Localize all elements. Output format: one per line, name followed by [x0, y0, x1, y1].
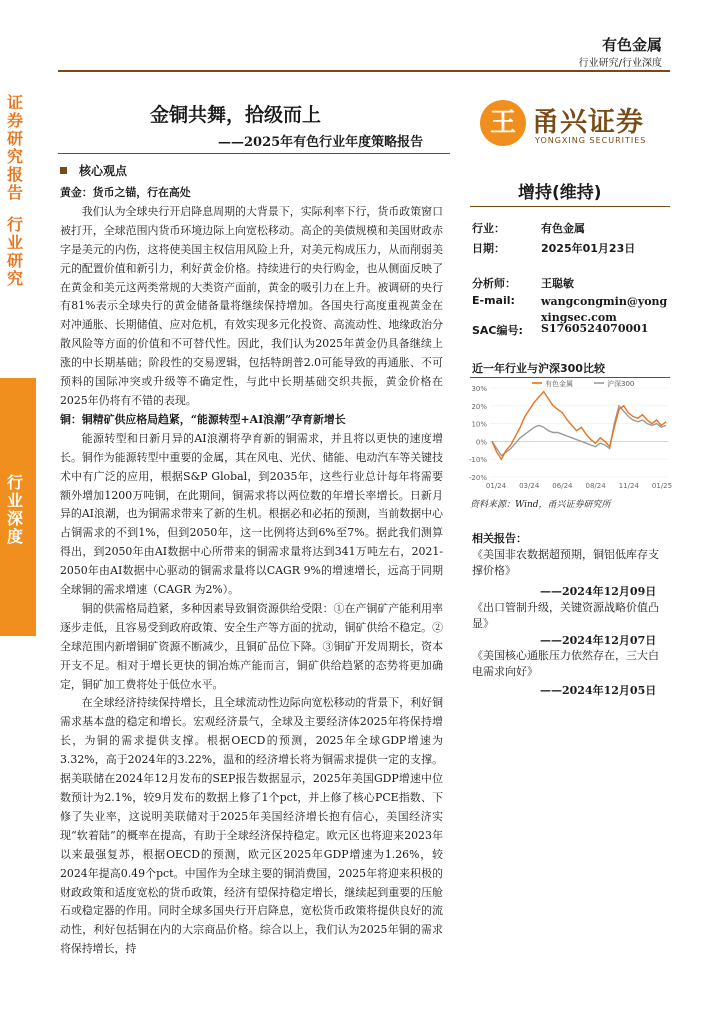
header-sector: 有色金属 — [601, 36, 662, 54]
email-key: E-mail: — [472, 294, 515, 307]
body-subheading: 黄金：货币之锚，行在高处 — [60, 186, 191, 199]
related-date-1: ——2024年12月09日 — [540, 585, 657, 598]
brand-name-en: YONGXING SECURITIES — [535, 136, 647, 145]
body-paragraph: 我们认为全球央行开启降息周期的大背景下，实际利率下行，货币政策窗口被打开，全球范围内货币环境边际上向宽松移动。高企的美债规模和美国财政赤字是美元的内伤，这将使美国主权信用风险上升，对美元构成压力，从而削弱美元的配置价值和新引力，利好黄金价格。持续进行的央行购金，也从侧面反映了在黄金和美元这两类常规的大类资产面前，黄金的吸引力在上升。被调研的央行有81%表示全球央行的黄金储备量将继续保持增加。各国央行高度重视黄金在对冲通胀、长期储值、应对危机，有效实现多元化投资、高流动性、地缘政治分散风险等方面的价值和不可替代性。因此，我们认为2025年黄金仍具备继续上涨的中长期基础；阶段性的交易逻辑，包括特朗普2.0可能导致的再通胀、不可预料的国际冲突或升级等不确定性，与此中长期基础交织共振，黄金价格在2025年仍将有不错的表现。 — [60, 204, 443, 407]
chart-y-tick-label: -10% — [468, 456, 487, 465]
info-value-industry: 有色金属 — [541, 222, 585, 235]
brand-logo-glyph: 王 — [489, 108, 516, 138]
related-heading: 相关报告： — [472, 532, 527, 545]
related-report-1[interactable]: 《美国非农数据超预期，铜铝低库存支撑价格》 — [472, 548, 659, 577]
info-key-industry: 行业： — [472, 222, 505, 235]
sidebar-label-1: 证 券 研 究 报 告 — [6, 93, 23, 202]
chart-legend-label: 有色金属 — [545, 380, 573, 388]
header-divider — [58, 70, 670, 72]
sidebar-label — [0, 94, 30, 288]
chart-y-tick-label: 20% — [471, 402, 487, 411]
chart-x-tick-label: 01/24 — [485, 482, 507, 490]
chart-x-tick-label: 11/24 — [618, 482, 639, 490]
info-value-date: 2025年01月23日 — [541, 242, 636, 255]
chart-y-tick-label: 30% — [471, 385, 487, 393]
chart-x-tick-label: 03/24 — [519, 482, 540, 490]
header-report-type: 行业研究/行业深度 — [578, 58, 662, 69]
brand-name: 甬兴证券 — [532, 107, 644, 138]
rating-divider — [470, 206, 670, 207]
chart-source: 资料来源：Wind，甬兴证券研究所 — [470, 500, 611, 510]
sidebar-block-label: 行 业 深 度 — [6, 473, 23, 546]
related-date-3: ——2024年12月05日 — [540, 684, 657, 697]
related-report-3[interactable]: 《美国核心通胀压力依然存在，三大白电需求向好》 — [472, 649, 659, 678]
chart-y-tick-label: -20% — [468, 474, 487, 482]
analyst-name: 王聪敏 — [541, 277, 574, 290]
report-title: 金铜共舞，拾级而上 — [150, 104, 322, 126]
body-paragraph: 铜的供需格局趋紧，多种因素导致铜资源供给受限：①在产铜矿产能利用率逐步走低，且容易受到政府政策、安全生产等方面的扰动，铜矿供给不稳定。②全球范围内新增铜矿资源不断减少，且铜矿品位下降。③铜矿开发周期长，资本开支不足。相对于增长更快的铜冶炼产能而言，铜矿供给趋紧的态势将更加确定，铜矿加工费将处于低位水平。 — [60, 601, 443, 691]
section-heading — [60, 162, 127, 179]
chart-y-tick-label: 10% — [471, 420, 487, 429]
email-value[interactable]: wangcongmin@yongxingsec.com — [541, 295, 668, 324]
title-divider — [58, 153, 450, 154]
chart-x-tick-label: 06/24 — [552, 482, 573, 490]
chart-series-line — [492, 392, 666, 460]
chart-title: 近一年行业与沪深300比较 — [472, 362, 605, 375]
sac-value: S1760524070001 — [541, 322, 649, 335]
section-heading-text: 核心观点 — [79, 164, 128, 178]
report-body — [60, 184, 443, 959]
chart-legend-label: 沪深300 — [607, 380, 635, 388]
body-subheading: 铜：铜精矿供应格局趋紧，“能源转型+AI浪潮”孕育新增长 — [60, 412, 346, 426]
report-subtitle: ——2025年有色行业年度策略报告 — [218, 135, 424, 150]
body-paragraph: 能源转型和日新月异的AI浪潮将孕育新的铜需求，并且将以更快的速度增长。铜作为能源转型中重要的金属，其在风电、光伏、储能、电动汽车等关键技术中有广泛的应用，根据S&P Global，到2035年，这些行业总计每年将需要额外增加1200万吨铜，在此期间，铜需求将以两位数的年增长率增长。日新月异的AI浪潮，也为铜需求带来了新的生机。根据必和必拓的预测，当前数据中心占铜需求的不到1%，但到2050年，这一比例将达到6%至7%。据此我们测算得出，到2050年由AI数据中心所带来的铜需求量将达到341万吨左右，2021-2050年由AI数据中心驱动的铜需求量将以CAGR 9%的增速增长，远高于同期全球铜的需求增速（CAGR 为2%）。 — [60, 431, 443, 597]
info-key-date: 日期： — [472, 242, 505, 255]
related-report-2[interactable]: 《出口管制升级，关键资源战略价值凸显》 — [472, 601, 659, 630]
comparison-chart — [462, 376, 672, 494]
chart-x-tick-label: 08/24 — [585, 482, 606, 490]
rating: 增持(维持) — [518, 183, 602, 203]
body-paragraph: 在全球经济持续保持增长，且全球流动性边际向宽松移动的背景下，利好铜需求基本盘的稳定和增长。宏观经济景气，全球及主要经济体2025年将保持增长，为铜的需求提供支撑。根据OECD的预测，2025年全球GDP增速为3.32%，高于2024年的3.22%，温和的经济增长将为铜需求提供一定的支撑。据美联储在2024年12月发布的SEP报告数据显示，2025年美国GDP增速中位数预计为2.1%，较9月发布的数据上修了1个pct，并上修了核心PCE指数、下修了失业率，这说明美联储对于2025年美国经济增长抱有信心，美国经济实现“软着陆”的概率在提高，有助于全球经济保持稳定。欧元区也将迎来2023年以来最强复苏，根据OECD的预测，欧元区2025年GDP增速为1.26%，较2024年提高0.49个pct。中国作为全球主要的铜消费国，2025年将迎来积极的财政政策和适度宽松的货币政策，经济有望保持稳定增长，继续起到重要的压舱石或稳定器的作用。同时全球多国央行开启降息，宽松货币政策将提供良好的流动性，利好包括铜在内的大宗商品价格。综合以上，我们认为2025年铜的需求将保持增长，持 — [60, 696, 443, 956]
chart-x-tick-label: 01/25 — [651, 482, 672, 490]
analyst-key: 分析师： — [472, 277, 516, 290]
related-date-2: ——2024年12月07日 — [540, 634, 657, 647]
sidebar-label-2: 行 业 研 究 — [6, 215, 23, 288]
bullet-square-icon — [60, 167, 67, 174]
chart-y-tick-label: 0% — [475, 438, 487, 447]
sac-key: SAC编号: — [472, 324, 523, 337]
